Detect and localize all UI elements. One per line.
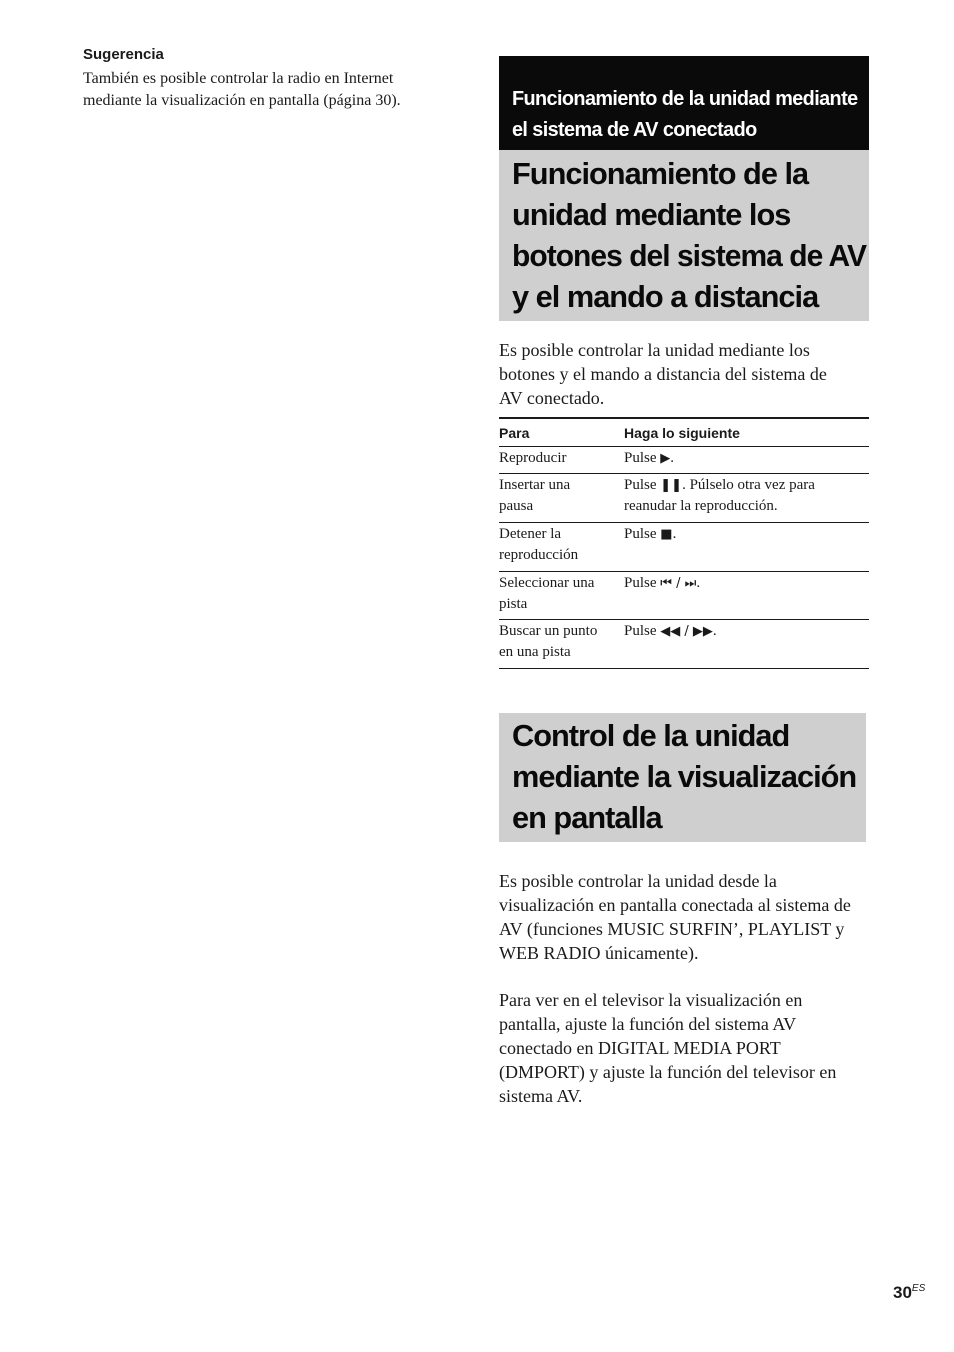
para-line: visualización en pantalla conectada al sistema de: [499, 895, 851, 915]
para-line: AV (funciones MUSIC SURFIN’, PLAYLIST y: [499, 919, 845, 939]
row-action-line: Buscar un punto: [499, 623, 598, 639]
stop-icon: ■: [660, 527, 673, 542]
table-header: [499, 419, 869, 447]
title-line: Control de la unidad: [512, 718, 790, 753]
table-row: [499, 572, 869, 620]
intro-line: Es posible controlar la unidad mediante los: [499, 340, 810, 360]
intro-line: AV conectado.: [499, 388, 605, 408]
section-heading-line: Funcionamiento de la unidad mediante: [512, 88, 858, 110]
section1-intro: [499, 338, 871, 410]
row-action-line: Reproducir: [499, 450, 567, 466]
para-line: Para ver en el televisor la visualización en: [499, 990, 803, 1010]
row-post: .: [672, 526, 677, 542]
title-line: en pantalla: [512, 800, 662, 835]
controls-table: [499, 417, 869, 669]
para-line: WEB RADIO únicamente).: [499, 943, 699, 963]
table-row: [499, 523, 869, 572]
section2-paragraph-1: [499, 869, 871, 965]
para-line: pantalla, ajuste la función del sistema AV: [499, 1014, 797, 1034]
intro-line: botones y el mando a distancia del sistema de: [499, 364, 827, 384]
row-action-line: Seleccionar una: [499, 575, 595, 591]
title-line: unidad mediante los: [512, 197, 791, 232]
row-action: [499, 573, 624, 619]
section-heading-line: el sistema de AV conectado: [512, 119, 757, 141]
row-post: .: [696, 575, 701, 591]
section-heading-bar: [499, 56, 869, 150]
row-pre: Pulse: [624, 623, 661, 639]
page-number: [893, 1283, 925, 1303]
tip-heading: Sugerencia: [83, 46, 164, 63]
row-action: [499, 524, 624, 571]
rewind-forward-icon: ◀◀ / ▶▶: [660, 624, 713, 639]
para-line: sistema AV.: [499, 1086, 583, 1106]
skip-prev-next-icon: ⏮ / ⏭: [660, 576, 697, 591]
row-pre: Pulse: [624, 450, 661, 466]
row-instruction: [624, 475, 869, 522]
section2-title: [499, 713, 866, 842]
header-action: Haga lo siguiente: [624, 424, 740, 441]
row-post: reanudar la reproducción.: [624, 498, 778, 514]
row-action: [499, 475, 624, 522]
title-line: Funcionamiento de la: [512, 156, 809, 191]
row-action: [499, 448, 624, 473]
para-line: (DMPORT) y ajuste la función del televisor en: [499, 1062, 837, 1082]
row-action-line: Insertar una: [499, 477, 571, 493]
row-instruction: [624, 621, 869, 668]
row-action-line: pista: [499, 596, 528, 612]
row-action-line: pausa: [499, 498, 534, 514]
row-pre: Pulse: [624, 477, 661, 493]
play-icon: ▶: [660, 451, 671, 466]
row-post: . Púlselo otra vez para: [682, 477, 815, 493]
tip-line: mediante la visualización en pantalla (página 30).: [83, 92, 401, 109]
tip-text: [83, 68, 463, 112]
tip-line: También es posible controlar la radio en Internet: [83, 70, 394, 87]
row-instruction: [624, 524, 869, 571]
table-row: [499, 620, 869, 669]
row-action-line: Detener la: [499, 526, 562, 542]
row-action-line: en una pista: [499, 644, 571, 660]
page-number-suffix: ES: [911, 1283, 926, 1294]
row-instruction: [624, 573, 869, 619]
table-row: [499, 447, 869, 474]
row-action-line: reproducción: [499, 547, 579, 563]
title-line: y el mando a distancia: [512, 279, 819, 314]
section1-title: [499, 150, 869, 321]
row-post: .: [712, 623, 717, 639]
page-number-value: 30: [893, 1283, 912, 1302]
title-line: mediante la visualización: [512, 759, 857, 794]
row-action: [499, 621, 624, 668]
para-line: Es posible controlar la unidad desde la: [499, 871, 777, 891]
section2-paragraph-2: [499, 988, 871, 1108]
para-line: conectado en DIGITAL MEDIA PORT: [499, 1038, 781, 1058]
pause-icon: ❚❚: [660, 478, 683, 493]
header-para: Para: [499, 424, 530, 441]
row-pre: Pulse: [624, 526, 661, 542]
row-post: .: [670, 450, 675, 466]
row-instruction: [624, 448, 869, 473]
table-row: [499, 474, 869, 523]
title-line: botones del sistema de AV: [512, 238, 867, 273]
row-pre: Pulse: [624, 575, 661, 591]
